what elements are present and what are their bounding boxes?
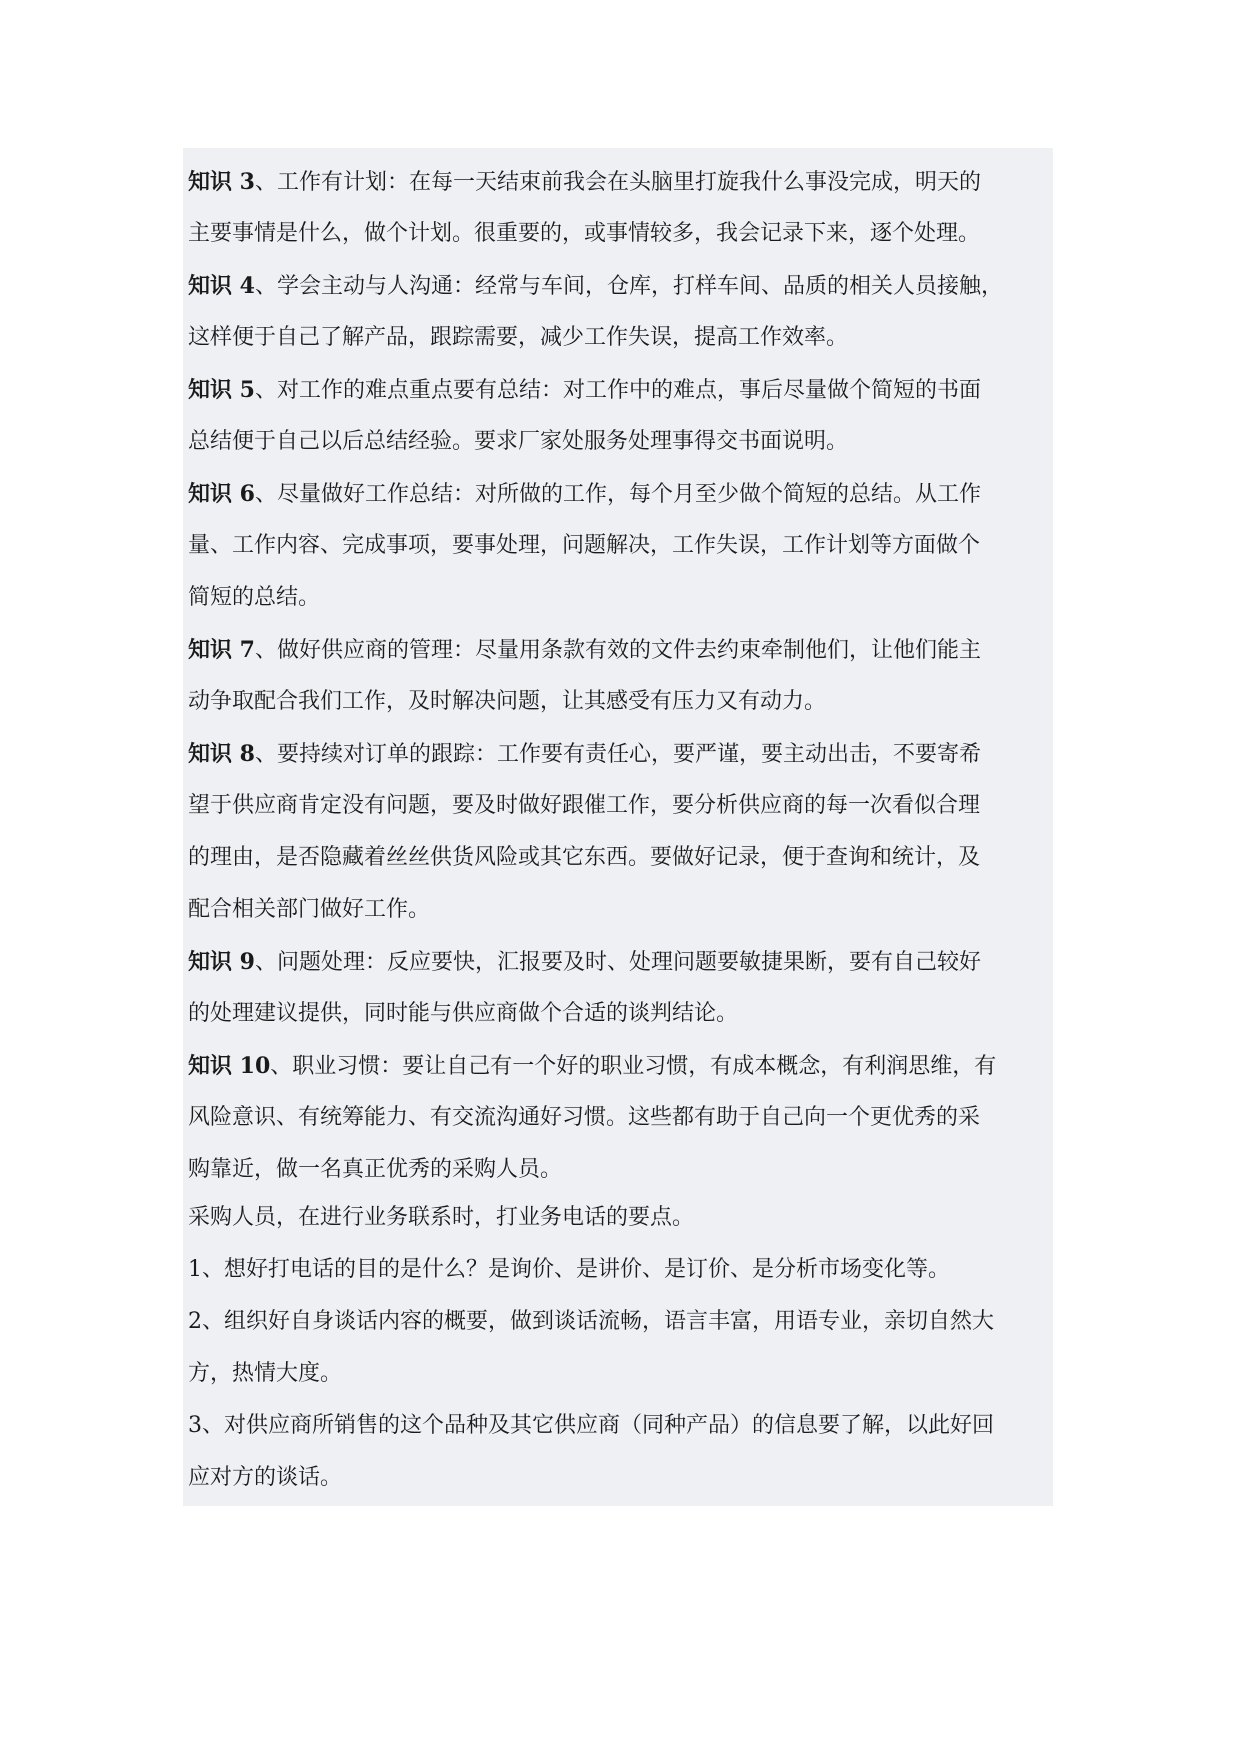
item-7-line-1 <box>188 624 981 676</box>
item-4-line-1 <box>188 260 1003 312</box>
item-5-line-1 <box>188 364 981 416</box>
item-8-line-4: 配合相关部门做好工作。 <box>188 897 431 922</box>
item-6-line-1 <box>188 468 981 520</box>
phone-point-2-line-1: 2、组织好自身谈话内容的概要，做到谈话流畅，语言丰富，用语专业，亲切自然大 <box>188 1309 994 1334</box>
item-4-text: 、学会主动与人沟通：经常与车间，仓库，打样车间、品质的相关人员接触， <box>254 274 1003 299</box>
document-text-block <box>183 148 1053 1506</box>
item-4-label: 知识 4 <box>188 273 255 299</box>
item-4-line-2: 这样便于自己了解产品，跟踪需要，减少工作失误，提高工作效率。 <box>188 325 849 350</box>
item-5-text: 、对工作的难点重点要有总结：对工作中的难点，事后尽量做个简短的书面 <box>254 378 981 403</box>
item-5-label: 知识 5 <box>188 377 255 403</box>
phone-point-2-line-2: 方，热情大度。 <box>188 1361 343 1386</box>
item-6-line-2: 量、工作内容、完成事项，要事处理，问题解决，工作失误，工作计划等方面做个 <box>188 533 981 558</box>
item-3-line-2: 主要事情是什么，做个计划。很重要的，或事情较多，我会记录下来，逐个处理。 <box>188 221 981 246</box>
phone-point-3-line-2: 应对方的谈话。 <box>188 1465 343 1490</box>
item-9-text: 、问题处理：反应要快，汇报要及时、处理问题要敏捷果断，要有自己较好 <box>254 950 981 975</box>
item-6-line-3: 简短的总结。 <box>188 585 321 610</box>
phone-section-intro: 采购人员，在进行业务联系时，打业务电话的要点。 <box>188 1205 695 1230</box>
item-10-label: 知识 10 <box>188 1053 271 1079</box>
item-7-label: 知识 7 <box>188 637 255 663</box>
item-6-label: 知识 6 <box>188 481 255 507</box>
item-8-line-1 <box>188 728 981 780</box>
item-9-line-1 <box>188 936 981 988</box>
item-8-label: 知识 8 <box>188 741 255 767</box>
item-9-label: 知识 9 <box>188 949 255 975</box>
item-8-text: 、要持续对订单的跟踪：工作要有责任心，要严谨，要主动出击，不要寄希 <box>254 742 981 767</box>
item-10-line-3: 购靠近，做一名真正优秀的采购人员。 <box>188 1157 563 1182</box>
item-10-line-2: 风险意识、有统筹能力、有交流沟通好习惯。这些都有助于自己向一个更优秀的采 <box>188 1105 981 1130</box>
phone-point-3-line-1: 3、对供应商所销售的这个品种及其它供应商（同种产品）的信息要了解，以此好回 <box>188 1413 994 1438</box>
item-9-line-2: 的处理建议提供，同时能与供应商做个合适的谈判结论。 <box>188 1001 739 1026</box>
item-3-line-1 <box>188 156 981 208</box>
item-3-text: 、工作有计划：在每一天结束前我会在头脑里打旋我什么事没完成，明天的 <box>254 170 981 195</box>
item-7-line-2: 动争取配合我们工作，及时解决问题，让其感受有压力又有动力。 <box>188 689 827 714</box>
item-8-line-3: 的理由，是否隐藏着丝丝供货风险或其它东西。要做好记录，便于查询和统计，及 <box>188 845 981 870</box>
item-3-label: 知识 3 <box>188 169 255 195</box>
item-7-text: 、做好供应商的管理：尽量用条款有效的文件去约束牵制他们，让他们能主 <box>254 638 981 663</box>
item-10-text: 、职业习惯：要让自己有一个好的职业习惯，有成本概念，有利润思维，有 <box>270 1054 997 1079</box>
phone-point-1: 1、想好打电话的目的是什么？是询价、是讲价、是订价、是分析市场变化等。 <box>188 1257 950 1282</box>
item-10-line-1 <box>188 1040 996 1092</box>
item-8-line-2: 望于供应商肯定没有问题，要及时做好跟催工作，要分析供应商的每一次看似合理 <box>188 793 981 818</box>
item-6-text: 、尽量做好工作总结：对所做的工作，每个月至少做个简短的总结。从工作 <box>254 482 981 507</box>
item-5-line-2: 总结便于自己以后总结经验。要求厂家处服务处理事得交书面说明。 <box>188 429 849 454</box>
